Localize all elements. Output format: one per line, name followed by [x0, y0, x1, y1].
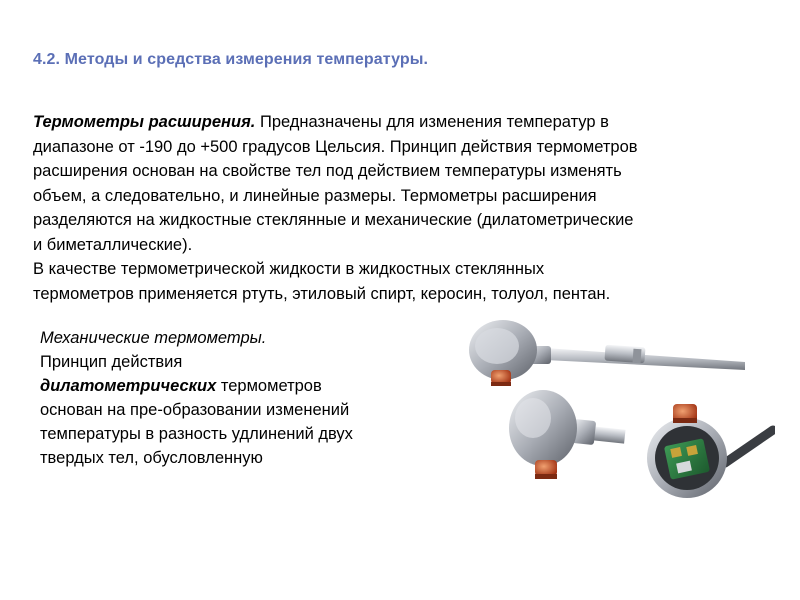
intro-line-4: объем, а следовательно, и линейные размеры. Термометры расширения — [33, 186, 597, 205]
dilatometric-word: дилатометрических — [40, 377, 217, 395]
mechanical-line-1: Принцип действия — [40, 353, 183, 371]
mechanical-line-4: температуры в разность удлинений двух — [40, 425, 353, 443]
thermometer-short-probe — [509, 390, 626, 479]
mechanical-heading — [40, 326, 440, 350]
intro-line-1 — [33, 110, 783, 135]
thermometer-long-probe — [469, 320, 745, 386]
thermometer-open-head — [647, 404, 773, 498]
mechanical-line-3: основан на пре-образовании изменений — [40, 401, 350, 419]
intro-line-2: диапазоне от -190 до +500 градусов Цельсия. Принцип действия термометров — [33, 137, 638, 156]
thermometers-photo — [455, 318, 775, 500]
mechanical-line-2 — [40, 374, 440, 398]
intro-lead: Термометры расширения. — [33, 113, 256, 131]
mechanical-line-5: твердых тел, обусловленную — [40, 449, 263, 467]
slide-title: 4.2. Методы и средства измерения температуры. — [33, 51, 429, 68]
intro-line-3: расширения основан на свойстве тел под действием температуры изменять — [33, 162, 622, 180]
intro-line-6: и биметаллические). — [33, 235, 193, 254]
mechanical-thermometers-text — [40, 326, 440, 470]
intro-line-7: В качестве термометрической жидкости в жидкостных стеклянных — [33, 260, 545, 278]
intro-paragraph — [33, 110, 783, 306]
intro-line-1-rest: Предназначены для изменения температур в — [255, 113, 609, 131]
mechanical-heading-text: Механические термометры. — [40, 329, 267, 347]
intro-line-5: разделяются на жидкостные стеклянные и механические (дилатометрические — [33, 211, 634, 229]
intro-line-8: термометров применяется ртуть, этиловый спирт, керосин, толуол, пентан. — [33, 284, 611, 303]
mechanical-line-2-rest: термометров — [216, 377, 322, 395]
